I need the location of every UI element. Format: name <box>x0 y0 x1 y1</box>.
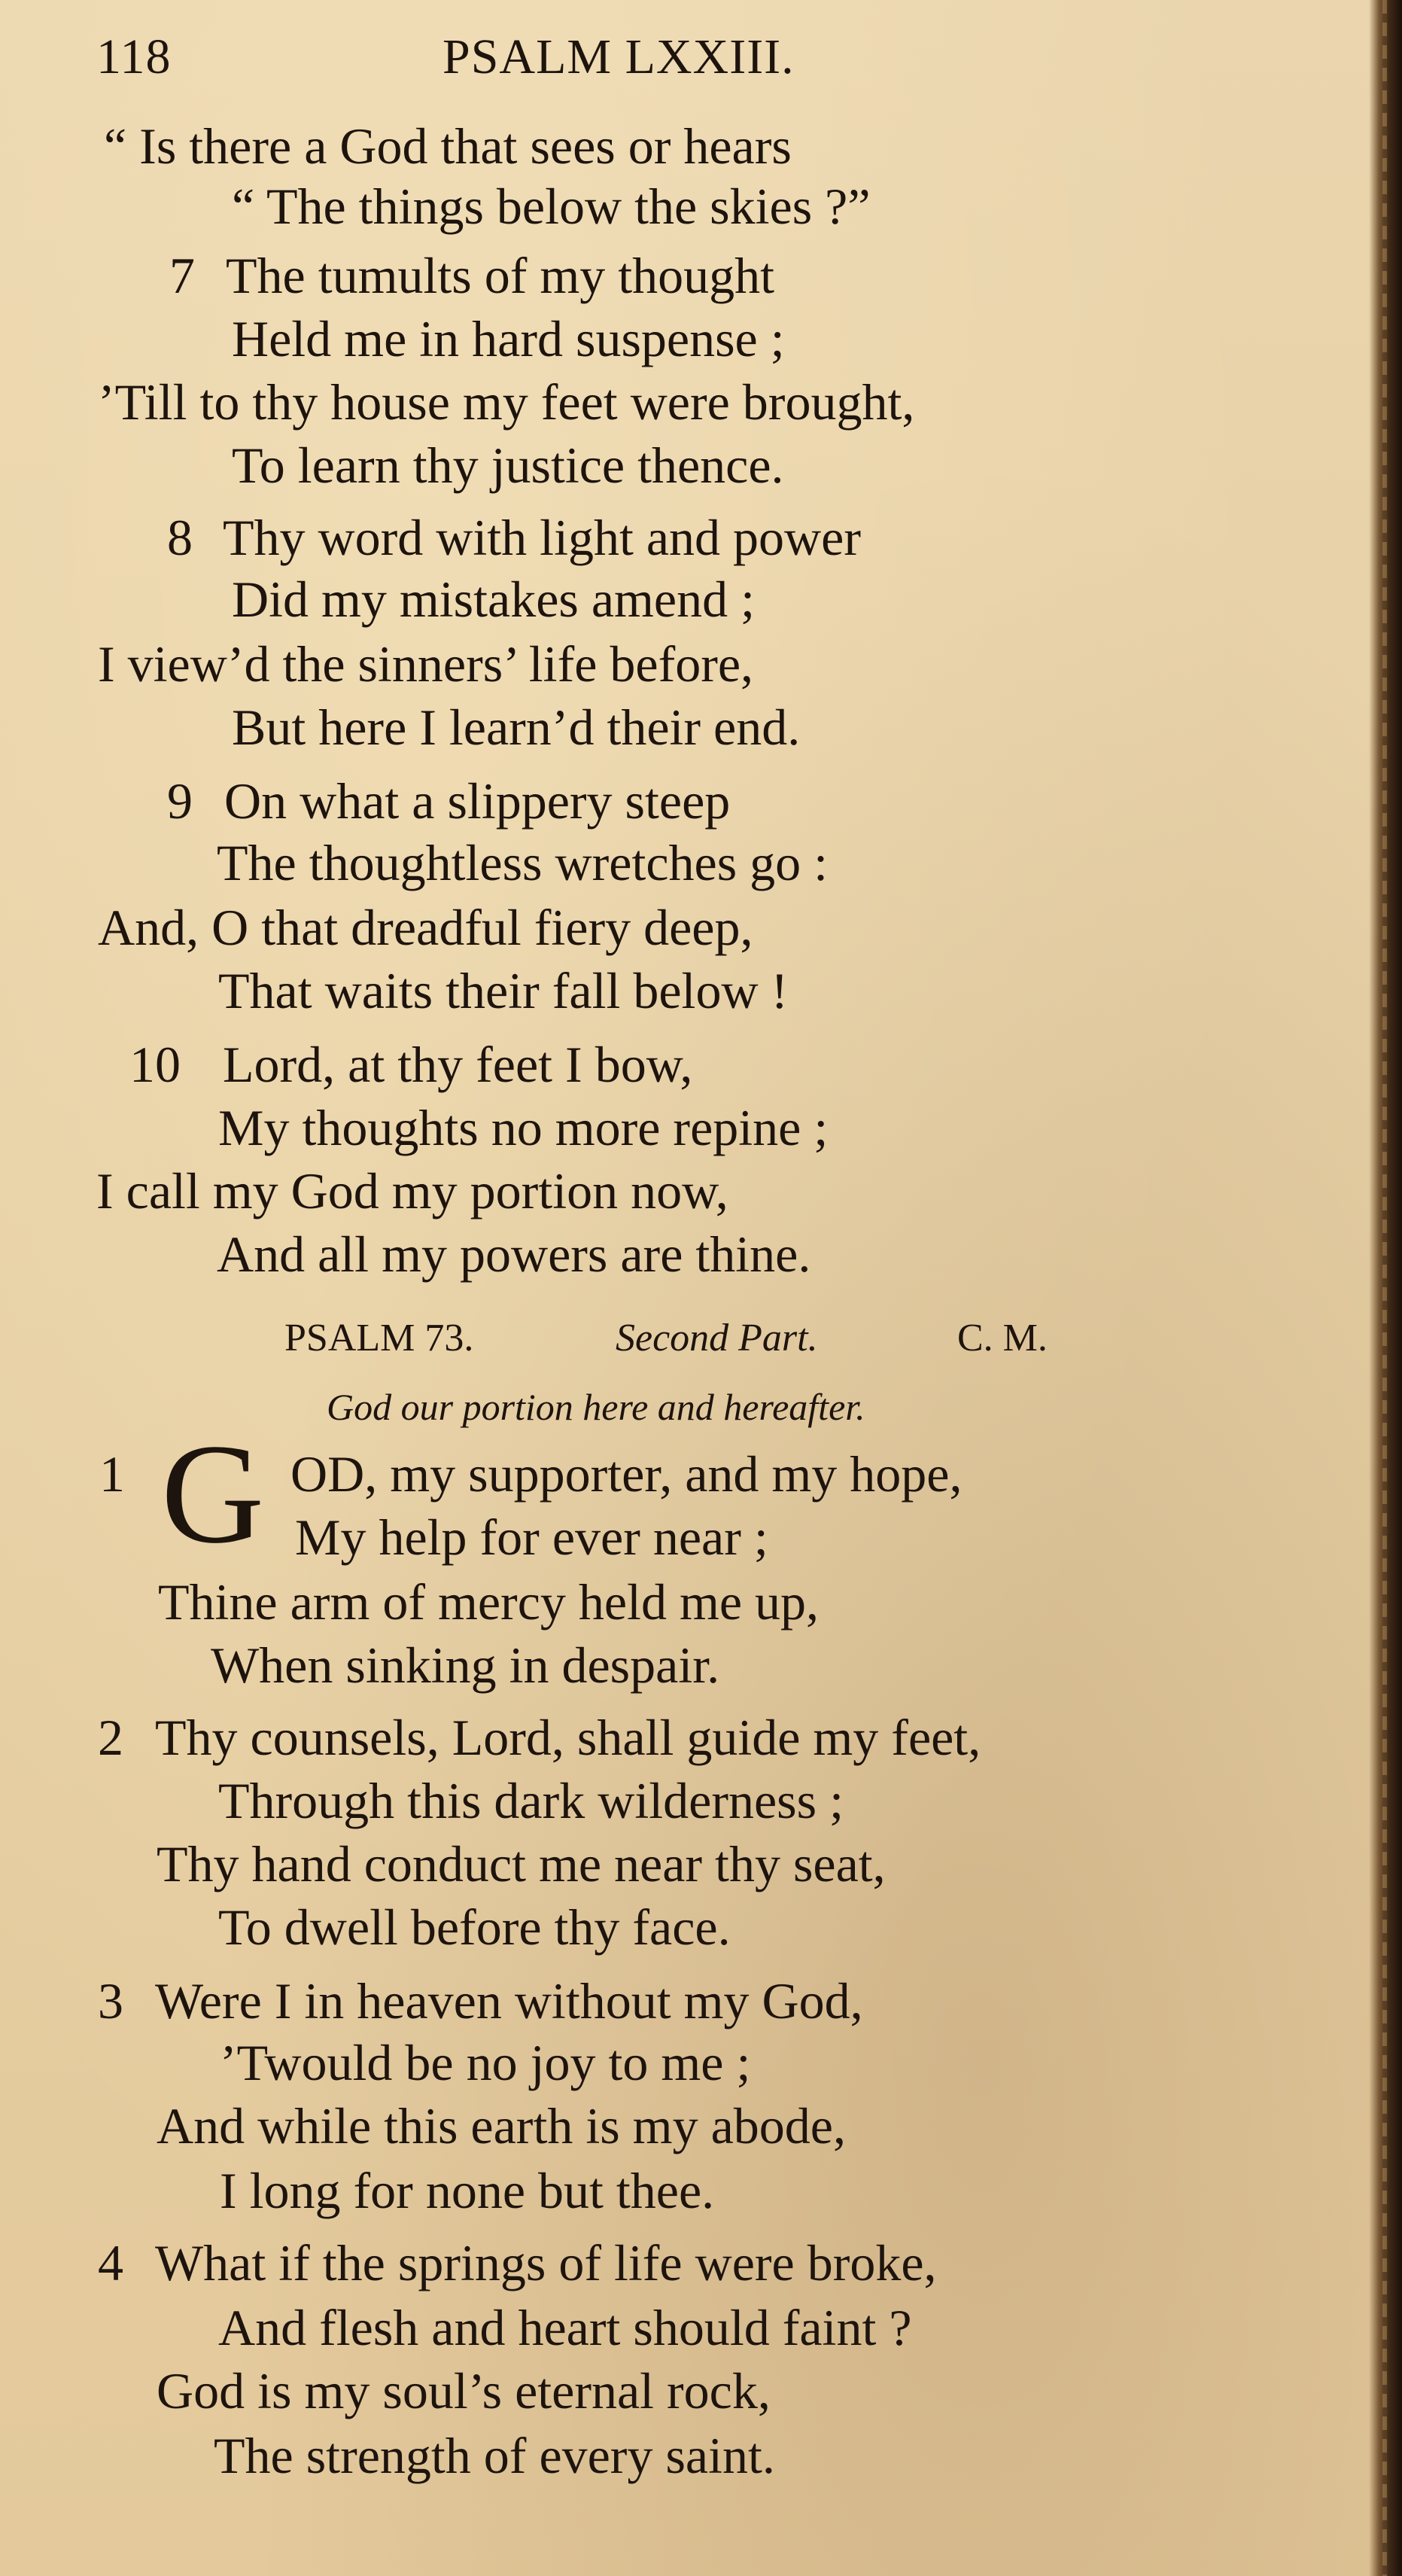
psalm-heading: PSALM 73. <box>284 1317 474 1360</box>
verse-line: That waits their fall below ! <box>218 962 789 1019</box>
verse-line: And flesh and heart should faint ? <box>218 2299 912 2356</box>
verse-line: And all my powers are thine. <box>217 1226 811 1283</box>
verse-line: When sinking in despair. <box>211 1637 720 1694</box>
verse-line: I long for none but thee. <box>220 2162 715 2219</box>
verse-line: Lord, at thy feet I bow, <box>223 1036 693 1093</box>
verse-line: And while this earth is my abode, <box>157 2097 846 2154</box>
verse-line: My help for ever near ; <box>295 1509 768 1566</box>
verse-line: Held me in hard suspense ; <box>232 310 785 367</box>
verse-line: “ The things below the skies ?” <box>232 178 871 235</box>
verse-line: But here I learn’d their end. <box>232 699 801 756</box>
verse-number: 2 <box>98 1709 123 1766</box>
verse-line: The thoughtless wretches go : <box>217 834 829 891</box>
verse-number: 7 <box>169 247 195 304</box>
verse-line: To learn thy justice thence. <box>232 437 784 494</box>
verse-line: My thoughts no more repine ; <box>218 1099 829 1156</box>
page-number: 118 <box>96 29 172 84</box>
meter-heading: C. M. <box>957 1317 1048 1360</box>
verse-number: 1 <box>99 1445 125 1503</box>
verse-line: And, O that dreadful fiery deep, <box>98 899 753 956</box>
verse-line: Thine arm of mercy held me up, <box>158 1573 820 1631</box>
verse-line: To dwell before thy face. <box>218 1899 731 1956</box>
verse-line: OD, my supporter, and my hope, <box>290 1445 963 1503</box>
psalm-subtitle: God our portion here and hereafter. <box>327 1386 865 1428</box>
verse-line: Through this dark wilderness ; <box>218 1772 844 1829</box>
verse-line: “ Is there a God that sees or hears <box>104 117 792 175</box>
verse-line: I call my God my portion now, <box>96 1162 728 1219</box>
page-title: PSALM LXXIII. <box>442 29 795 84</box>
verse-line: ’Twould be no joy to me ; <box>220 2034 751 2091</box>
verse-number: 8 <box>167 509 193 566</box>
verse-line: Were I in heaven without my God, <box>155 1972 863 2029</box>
verse-line: Thy hand conduct me near thy seat, <box>157 1835 886 1892</box>
verse-line: What if the springs of life were broke, <box>155 2234 937 2291</box>
page-edge <box>1369 0 1402 2576</box>
verse-line: I view’d the sinners’ life before, <box>98 635 754 693</box>
drop-cap: G <box>161 1415 265 1573</box>
verse-line: God is my soul’s eternal rock, <box>157 2362 771 2419</box>
verse-number: 4 <box>98 2234 123 2291</box>
verse-number: 9 <box>167 772 193 830</box>
verse-line: Thy counsels, Lord, shall guide my feet, <box>155 1709 981 1766</box>
part-heading: Second Part. <box>616 1317 818 1360</box>
verse-number: 10 <box>129 1036 181 1093</box>
verse-line: Thy word with light and power <box>223 509 861 566</box>
verse-line: The strength of every saint. <box>214 2427 775 2484</box>
verse-number: 3 <box>98 1972 123 2029</box>
verse-line: The tumults of my thought <box>226 247 775 304</box>
verse-line: Did my mistakes amend ; <box>232 571 756 628</box>
verse-line: On what a slippery steep <box>224 772 731 830</box>
verse-line: ’Till to thy house my feet were brought, <box>98 373 915 431</box>
